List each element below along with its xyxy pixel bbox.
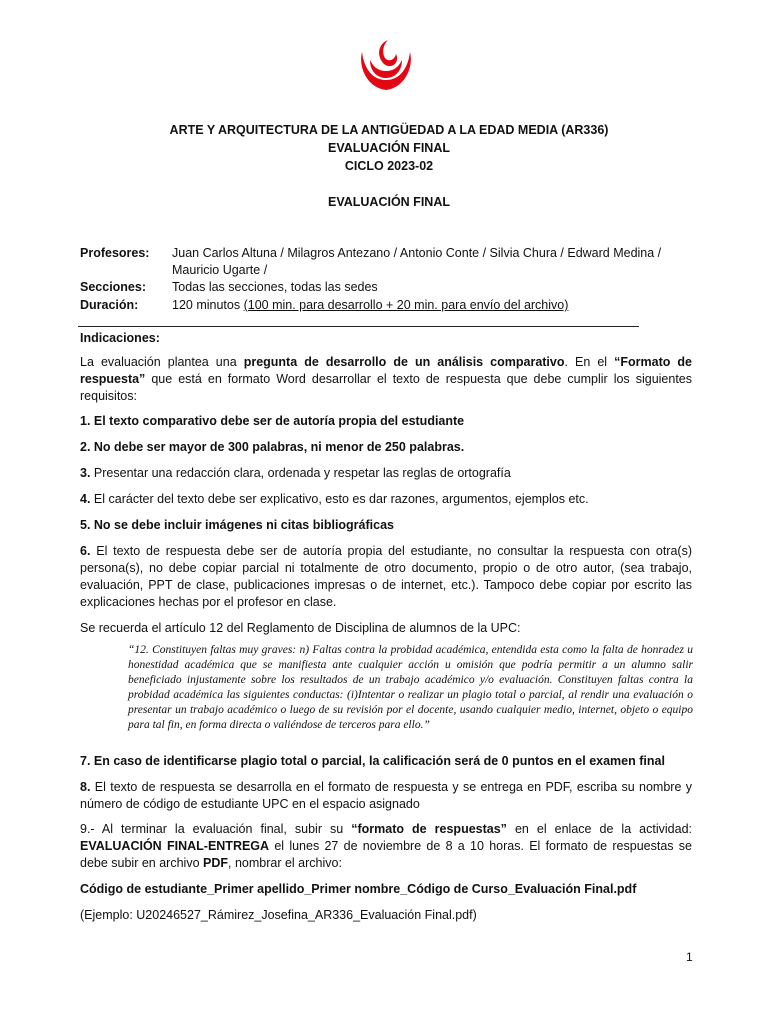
filename-example: (Ejemplo: U20246527_Rámirez_Josefina_AR336_Evaluación Final.pdf) — [80, 908, 477, 922]
filename-format-text: Código de estudiante_Primer apellido_Primer nombre_Código de Curso_Evaluación Final.pdf — [80, 882, 637, 896]
requirement-text: Presentar una redacción clara, ordenada y respetar las reglas de ortografía — [90, 466, 511, 480]
professors-label: Profesores: — [80, 246, 150, 260]
requirement-9 — [80, 821, 692, 872]
requirement-text: El carácter del texto debe ser explicativo, esto es dar razones, argumentos, ejemplos etc. — [90, 492, 589, 506]
section-divider — [78, 326, 639, 327]
duration-label: Duración: — [80, 298, 139, 312]
duration-value — [172, 297, 702, 314]
intro-part: La evaluación plantea una — [80, 355, 244, 369]
professors-value: Juan Carlos Altuna / Milagros Antezano / Antonio Conte / Silvia Chura / Edward Medina / Mauricio Ugarte / — [172, 246, 662, 277]
duration-detail: (100 min. para desarrollo + 20 min. para envío del archivo) — [243, 298, 569, 312]
intro-part: “Formato de respuesta” — [80, 355, 693, 386]
intro-part: . En el — [564, 355, 615, 369]
requirement-number: 3. — [80, 466, 91, 480]
duration-minutes: 120 minutos — [172, 298, 244, 312]
requirement-text: El texto de respuesta se desarrolla en el formato de respuesta y se entrega en PDF, escriba su nombre y número de código de estudiante UPC en el espacio asignado — [80, 780, 692, 811]
intro-part: pregunta de desarrollo de un análisis comparativo — [243, 355, 565, 369]
indications-heading — [80, 330, 692, 347]
requirement-part: PDF — [203, 856, 228, 870]
sections-value: Todas las secciones, todas las sedes — [172, 280, 378, 294]
requirement-8 — [80, 779, 692, 813]
regulation-quote: “12. Constituyen faltas muy graves: n) Faltas contra la probidad académica, entendida esta como la falta de honradez u honestidad académica que se manifiesta ante cualquier acción u omisión que podría permitir a un alumno salir beneficiado injustamente sobre los resultados de un trabajo académico y/o evaluación. Constituyen faltas contra la probidad académica las siguientes conductas: (i)Intentar o realizar un plagio total o parcial, al rendir una evaluación o presentar un trabajo académico o luego de su revisión por el docente, usando cualquier medio, internet, objeto o equipo para tal fin, en forma directa o valiéndose de terceros para ello.” — [128, 644, 693, 731]
requirement-5 — [80, 517, 692, 534]
page-title: EVALUACIÓN FINAL — [328, 195, 450, 209]
sections-label: Secciones: — [80, 280, 147, 294]
regulation-reminder: Se recuerda el artículo 12 del Reglamento de Disciplina de alumnos de la UPC: — [80, 621, 521, 635]
requirement-1 — [80, 413, 692, 430]
requirement-7 — [80, 753, 692, 770]
requirement-part: el lunes 27 de noviembre de 8 a 10 horas. El formato de respuestas se debe subir en archivo — [80, 839, 692, 870]
requirement-part: 9.- Al terminar la evaluación final, subir su — [80, 822, 352, 836]
requirement-3 — [80, 465, 692, 482]
upc-logo-icon — [356, 38, 416, 94]
indications-heading-text: Indicaciones: — [80, 331, 160, 345]
requirement-text: 5. No se debe incluir imágenes ni citas bibliográficas — [80, 518, 394, 532]
requirement-text: 7. En caso de identificarse plagio total o parcial, la calificación será de 0 puntos en el examen final — [80, 754, 665, 768]
course-title: ARTE Y ARQUITECTURA DE LA ANTIGÜEDAD A LA EDAD MEDIA (AR336) — [169, 123, 609, 137]
requirement-part: , nombrar el archivo: — [228, 856, 342, 870]
requirement-part: en el enlace de la actividad: — [506, 822, 692, 836]
intro-paragraph — [80, 354, 692, 405]
requirement-number: 4. — [80, 492, 91, 506]
requirement-text: El texto de respuesta debe ser de autoría propia del estudiante, no consultar la respuesta con otra(s) persona(s), no debe copiar parcial ni totalmente de otro documento, propio o de otro autor, (sea trabajo, evaluación, PPT de clase, publicaciones impresas o de internet, etc.). Tampoco debe copiar por escrito las explicaciones hechas por el profesor en clase. — [80, 544, 692, 609]
requirement-text: 1. El texto comparativo debe ser de autoría propia del estudiante — [80, 414, 465, 428]
requirement-4 — [80, 491, 692, 508]
requirement-part: EVALUACIÓN FINAL-ENTREGA — [80, 839, 270, 853]
requirement-number: 8. — [80, 780, 91, 794]
page-number: 1 — [686, 950, 693, 964]
requirement-6 — [80, 543, 692, 611]
intro-part: que está en formato Word desarrollar el texto de respuesta que debe cumplir los siguientes requisitos: — [80, 372, 692, 403]
requirement-number: 6. — [80, 544, 91, 558]
exam-name: EVALUACIÓN FINAL — [328, 141, 450, 155]
requirement-part: “formato de respuestas” — [351, 822, 507, 836]
cycle-label: CICLO 2023-02 — [344, 159, 434, 173]
filename-format — [80, 881, 692, 898]
requirement-text: 2. No debe ser mayor de 300 palabras, ni menor de 250 palabras. — [80, 440, 465, 454]
requirement-2 — [80, 439, 692, 456]
